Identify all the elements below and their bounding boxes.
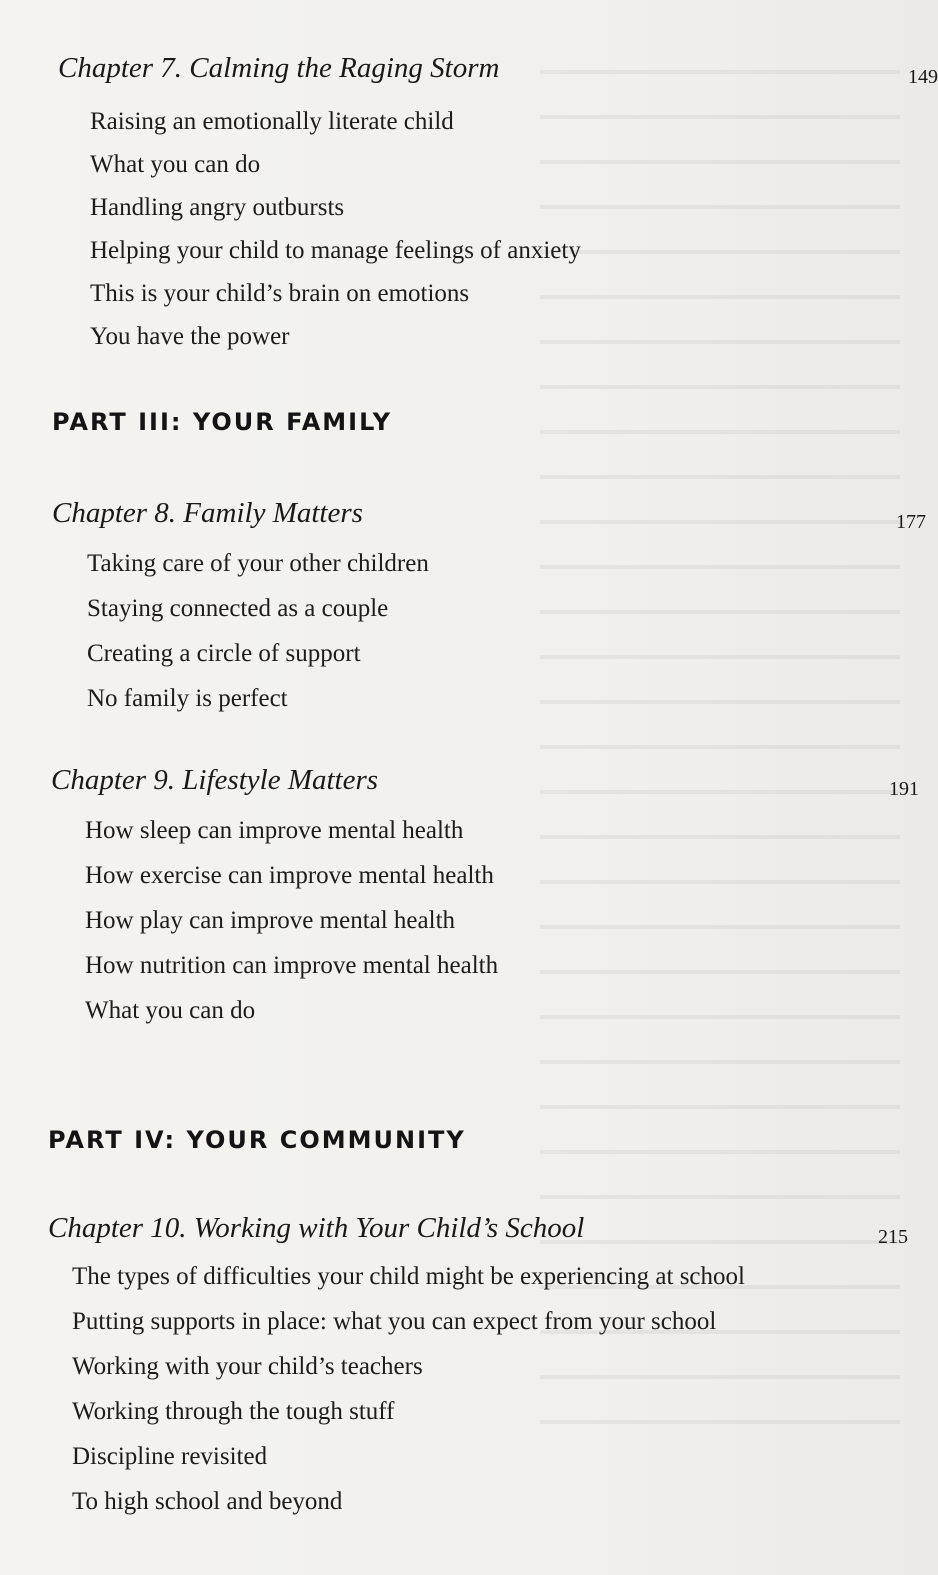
chapter-10: [48, 1212, 908, 1524]
part-title: PART III: YOUR FAMILY: [52, 408, 393, 436]
chapter-page-number: 149: [908, 66, 938, 88]
chapter-title: Chapter 9. Lifestyle Matters: [51, 764, 379, 796]
section-item: Helping your child to manage feelings of anxiety: [90, 237, 581, 264]
chapter-title: Chapter 7. Calming the Raging Storm: [58, 52, 500, 84]
section-item: No family is perfect: [87, 685, 288, 712]
section-item: This is your child’s brain on emotions: [90, 280, 470, 307]
section-item: Putting supports in place: what you can expect from your school: [72, 1308, 717, 1335]
chapter-8: [52, 497, 926, 721]
section-item: Handling angry outbursts: [90, 194, 345, 221]
chapter-9: [51, 764, 919, 1033]
section-list: [85, 808, 881, 1033]
chapter-page-number: 215: [878, 1226, 908, 1248]
section-item: To high school and beyond: [72, 1488, 343, 1515]
section-list: [87, 541, 882, 721]
section-item: What you can do: [85, 997, 256, 1024]
chapter-title: Chapter 8. Family Matters: [52, 497, 363, 529]
section-item: Working with your child’s teachers: [72, 1353, 423, 1380]
chapter-page-number: 191: [889, 778, 919, 800]
section-item: Creating a circle of support: [87, 640, 361, 667]
section-item: You have the power: [90, 323, 290, 350]
section-item: Working through the tough stuff: [72, 1398, 395, 1425]
section-item: Staying connected as a couple: [87, 595, 389, 622]
part-title: PART IV: YOUR COMMUNITY: [48, 1126, 466, 1154]
section-item: What you can do: [90, 151, 261, 178]
section-item: Discipline revisited: [72, 1443, 268, 1470]
section-item: Taking care of your other children: [87, 550, 429, 577]
section-item: How sleep can improve mental health: [85, 817, 464, 844]
section-list: [90, 100, 888, 358]
section-item: Raising an emotionally literate child: [90, 108, 454, 135]
section-list: [72, 1254, 878, 1524]
chapter-title: Chapter 10. Working with Your Child’s School: [48, 1212, 585, 1244]
section-item: How nutrition can improve mental health: [85, 952, 499, 979]
section-item: How play can improve mental health: [85, 907, 456, 934]
chapter-page-number: 177: [896, 511, 926, 533]
section-item: How exercise can improve mental health: [85, 862, 494, 889]
chapter-7: [58, 52, 938, 358]
section-item: The types of difficulties your child might be experiencing at school: [72, 1263, 745, 1290]
